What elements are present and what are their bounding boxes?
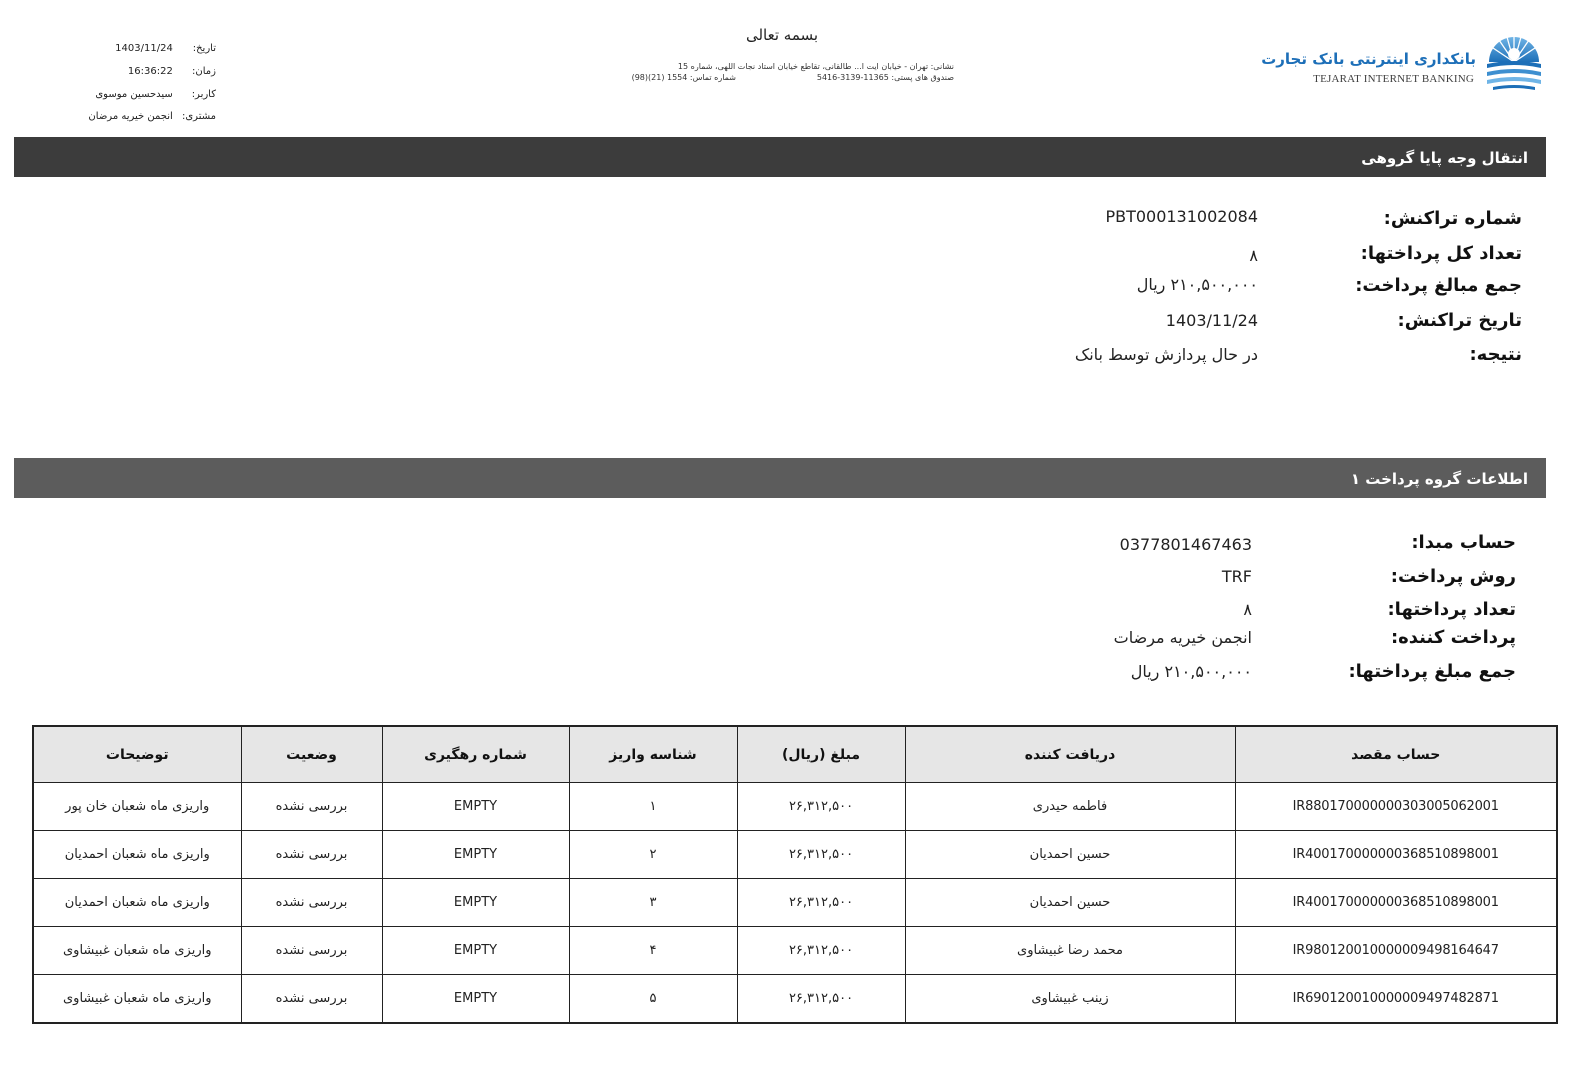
cell-status: بررسی نشده (241, 831, 382, 879)
cell-description: واریزی ماه شعبان احمدیان (33, 831, 241, 879)
label-result: نتیجه: (1469, 344, 1522, 365)
value-total-amount: ۲۱۰,۵۰۰,۰۰۰ ریال (1136, 275, 1258, 294)
cell-status: بررسی نشده (241, 927, 382, 975)
cell-recipient: حسین احمدیان (905, 831, 1235, 879)
cell-deposit-id: ۱ (569, 783, 737, 831)
cell-amount: ۲۶,۳۱۲,۵۰۰ (737, 975, 905, 1024)
value-transaction-number: PBT000131002084 (1105, 207, 1258, 226)
meta-time: زمان: 16:36:22 (127, 66, 216, 77)
label-payments-sum: جمع مبلغ پرداختها: (1348, 661, 1516, 682)
cell-description: واریزی ماه شعبان خان پور (33, 783, 241, 831)
cell-recipient: فاطمه حیدری (905, 783, 1235, 831)
cell-deposit-id: ۳ (569, 879, 737, 927)
cell-tracking-number: EMPTY (382, 831, 569, 879)
value-transaction-date: 1403/11/24 (1165, 311, 1258, 330)
cell-recipient: محمد رضا غبیشاوی (905, 927, 1235, 975)
value-result: در حال پردازش توسط بانک (1074, 345, 1258, 364)
meta-customer: مشتری: انجمن خیریه مرضان (88, 111, 216, 122)
cell-description: واریزی ماه شعبان غبیشاوی (33, 975, 241, 1024)
cell-amount: ۲۶,۳۱۲,۵۰۰ (737, 927, 905, 975)
cell-destination-account: IR980120010000009498164647 (1235, 927, 1557, 975)
cell-tracking-number: EMPTY (382, 879, 569, 927)
cell-deposit-id: ۵ (569, 975, 737, 1024)
section-title-transfer: انتقال وجه پایا گروهی (14, 137, 1546, 177)
cell-destination-account: IR400170000000368510898001 (1235, 879, 1557, 927)
table-row (33, 879, 1557, 927)
cell-deposit-id: ۲ (569, 831, 737, 879)
label-total-payments: تعداد کل پرداختها: (1360, 243, 1522, 264)
col-destination-account: حساب مقصد (1235, 726, 1557, 783)
cell-deposit-id: ۴ (569, 927, 737, 975)
value-payments-sum: ۲۱۰,۵۰۰,۰۰۰ ریال (1130, 662, 1252, 681)
phone-line: شماره تماس: 1554 (21)(98) (631, 73, 736, 82)
cell-description: واریزی ماه شعبان احمدیان (33, 879, 241, 927)
table-row (33, 783, 1557, 831)
cell-tracking-number: EMPTY (382, 783, 569, 831)
basmala: بسمه تعالی (745, 26, 819, 44)
cell-destination-account: IR400170000000368510898001 (1235, 831, 1557, 879)
value-source-account: 0377801467463 (1119, 535, 1252, 554)
payments-table (32, 725, 1558, 1024)
table-header-row (33, 726, 1557, 783)
meta-user: کاربر: سیدحسین موسوی (95, 89, 216, 100)
value-payer: انجمن خیریه مرضات (1113, 628, 1252, 647)
table-row (33, 975, 1557, 1024)
value-payment-method: TRF (1221, 567, 1252, 586)
table-row (33, 927, 1557, 975)
cell-destination-account: IR880170000000303005062001 (1235, 783, 1557, 831)
cell-tracking-number: EMPTY (382, 975, 569, 1024)
cell-tracking-number: EMPTY (382, 927, 569, 975)
cell-status: بررسی نشده (241, 975, 382, 1024)
address-line: نشانی: تهران - خیابان ایت ا... طالقانی، تقاطع خیابان استاد نجات اللهی، شماره 15 (677, 62, 954, 71)
postal-line: صندوق های پستی: 11365-3139-5416 (816, 73, 954, 82)
meta-date: تاریخ: 1403/11/24 (115, 43, 216, 54)
cell-destination-account: IR690120010000009497482871 (1235, 975, 1557, 1024)
cell-recipient: زینب غبیشاوی (905, 975, 1235, 1024)
value-total-payments: ۸ (1249, 246, 1258, 265)
cell-status: بررسی نشده (241, 783, 382, 831)
cell-description: واریزی ماه شعبان غبیشاوی (33, 927, 241, 975)
value-payments-count: ۸ (1243, 600, 1252, 619)
col-recipient: دریافت کننده (905, 726, 1235, 783)
cell-amount: ۲۶,۳۱۲,۵۰۰ (737, 831, 905, 879)
label-payment-method: روش پرداخت: (1390, 566, 1516, 587)
col-amount: مبلغ (ریال) (737, 726, 905, 783)
col-deposit-id: شناسه واریز (569, 726, 737, 783)
label-payer: پرداخت کننده: (1390, 627, 1516, 648)
label-transaction-number: شماره تراکنش: (1383, 208, 1522, 229)
cell-amount: ۲۶,۳۱۲,۵۰۰ (737, 879, 905, 927)
section-title-payment-group: اطلاعات گروه پرداخت ۱ (14, 458, 1546, 498)
label-total-amount: جمع مبالغ پرداخت: (1355, 275, 1522, 296)
label-transaction-date: تاریخ تراکنش: (1397, 310, 1522, 331)
col-status: وضعیت (241, 726, 382, 783)
cell-status: بررسی نشده (241, 879, 382, 927)
col-tracking-number: شماره رهگیری (382, 726, 569, 783)
cell-amount: ۲۶,۳۱۲,۵۰۰ (737, 783, 905, 831)
label-payments-count: تعداد پرداختها: (1387, 599, 1516, 620)
tejarat-logo-icon (1483, 24, 1545, 92)
table-row (33, 831, 1557, 879)
bank-name: بانکداری اینترنتی بانک تجارت (1261, 50, 1476, 68)
label-source-account: حساب مبدا: (1411, 532, 1516, 553)
bank-name-en: TEJARAT INTERNET BANKING (1313, 73, 1474, 85)
col-description: توضیحات (33, 726, 241, 783)
cell-recipient: حسین احمدیان (905, 879, 1235, 927)
